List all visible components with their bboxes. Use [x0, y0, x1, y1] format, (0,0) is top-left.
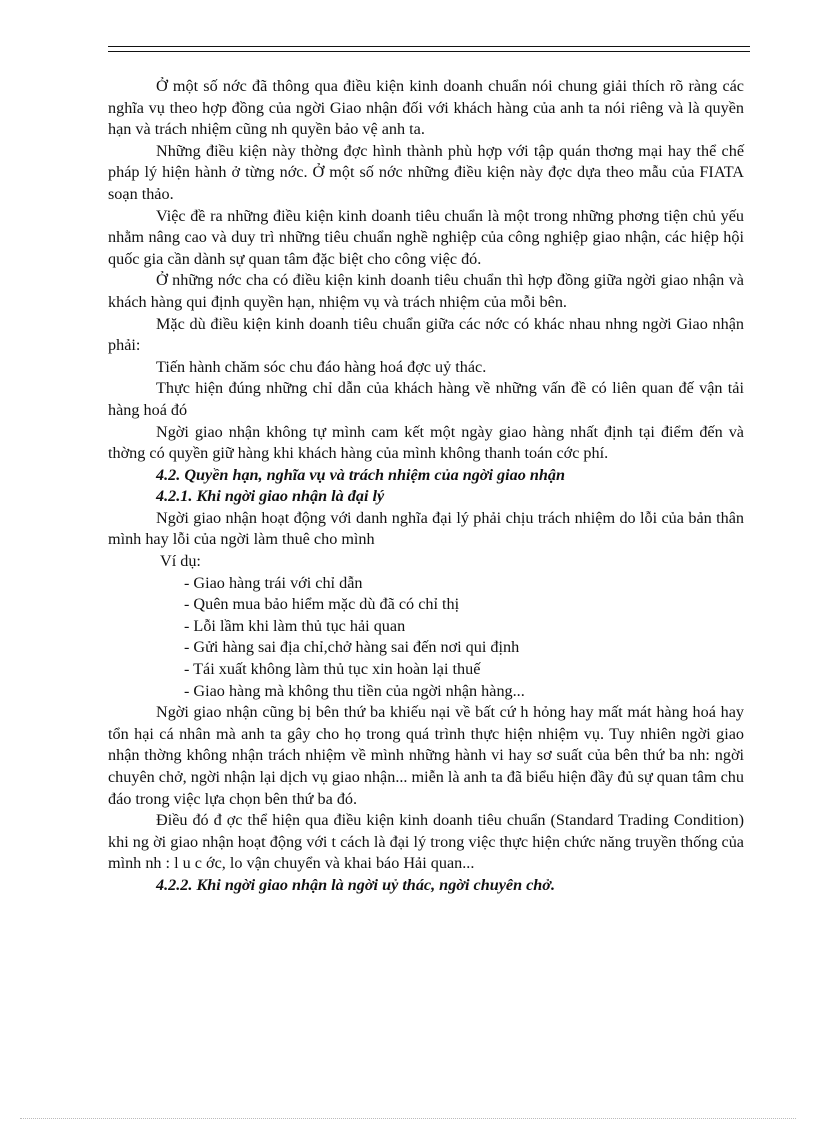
- paragraph: Ở một số nớc đã thông qua điều kiện kinh doanh chuẩn nói chung giải thích rõ ràng các nghĩa vụ theo hợp đồng của ngời Giao nhận đối với khách hàng của anh ta nói riêng và là quyền hạn và trách nhiệm cũng nh quyền bảo vệ anh ta.: [108, 77, 744, 139]
- paragraph: Ngời giao nhận hoạt động với danh nghĩa đại lý phải chịu trách nhiệm do lỗi của bản thân mình hay lỗi của ngời làm thuê cho mình: [108, 508, 744, 549]
- list-item: - Gửi hàng sai địa chỉ,chở hàng sai đến nơi qui định: [184, 638, 520, 657]
- list-item: - Tái xuất không làm thủ tục xin hoàn lại thuế: [184, 660, 481, 679]
- list-item: - Lỗi lầm khi làm thủ tục hải quan: [184, 616, 406, 635]
- paragraph: Những điều kiện này thờng đợc hình thành phù hợp với tập quán thơng mại hay thể chế pháp lý hiện hành ở từng nớc. Ở một số nớc những điều kiện này đợc dựa theo mẫu của FIATA soạn thảo.: [108, 141, 744, 203]
- paragraph: Ngời giao nhận cũng bị bên thứ ba khiếu nại về bất cứ h hỏng hay mất mát hàng hoá hay tổn hại cá nhân mà anh ta gây cho họ trong quá trình thực hiện nhiệm vụ. Tuy nhiên ngời giao nhận thờng không nhận trách nhiệm về mình những hành vi hay sơ suất của bên thứ ba nh: ngời chuyên chở, ngời nhận lại dịch vụ giao nhận... miễn là anh ta đã biểu hiện đầy đủ sự quan tâm chu đáo trong việc lựa chọn bên thứ ba đó.: [108, 703, 744, 808]
- section-heading: 4.2. Quyền hạn, nghĩa vụ và trách nhiệm của ngời giao nhận: [156, 465, 565, 484]
- paragraph: Điều đó đ ợc thể hiện qua điều kiện kinh doanh tiêu chuẩn (Standard Trading Condition) khi ng ời giao nhận hoạt động với t cách là đại lý trong việc thực hiện chức năng truyền thống của mình nh : l u c ớc, lo vận chuyển và khai báo Hải quan...: [108, 811, 744, 873]
- paragraph: Ở những nớc cha có điều kiện kinh doanh tiêu chuẩn thì hợp đồng giữa ngời giao nhận và khách hàng qui định quyền hạn, nhiệm vụ và trách nhiệm của mỗi bên.: [108, 271, 744, 311]
- paragraph: Ngời giao nhận không tự mình cam kết một ngày giao hàng nhất định tại điểm đến và thờng có quyền giữ hàng khi khách hàng của mình không thanh toán cớc phí.: [108, 422, 744, 463]
- list-item: - Giao hàng trái với chỉ dẫn: [184, 573, 363, 592]
- page-bottom-dotted-line: [20, 1118, 796, 1119]
- subsection-heading: 4.2.2. Khi ngời giao nhận là ngời uỷ thác, ngời chuyên chở.: [156, 875, 556, 894]
- example-label: Ví dụ:: [160, 552, 201, 571]
- paragraph: Thực hiện đúng những chỉ dẫn của khách hàng về những vấn đề có liên quan đế vận tải hàng hoá đó: [108, 379, 744, 419]
- header-rule-top: [108, 46, 750, 47]
- paragraph: Việc đề ra những điều kiện kinh doanh tiêu chuẩn là một trong những phơng tiện chủ yếu nhằm nâng cao và duy trì những tiêu chuẩn nghề nghiệp của công nghiệp giao nhận, các hiệp hội quốc gia cần dành sự quan tâm đặc biệt cho công việc đó.: [108, 206, 744, 268]
- header-rule-bottom: [108, 51, 750, 52]
- document-body: [108, 76, 744, 897]
- paragraph: Tiến hành chăm sóc chu đáo hàng hoá đợc uỷ thác.: [156, 357, 487, 376]
- subsection-heading: 4.2.1. Khi ngời giao nhận là đại lý: [156, 487, 385, 506]
- paragraph: Mặc dù điều kiện kinh doanh tiêu chuẩn giữa các nớc có khác nhau nhng ngời Giao nhận phải:: [108, 314, 744, 355]
- list-item: - Quên mua bảo hiểm mặc dù đã có chỉ thị: [184, 595, 460, 614]
- list-item: - Giao hàng mà không thu tiền của ngời nhận hàng...: [184, 681, 525, 700]
